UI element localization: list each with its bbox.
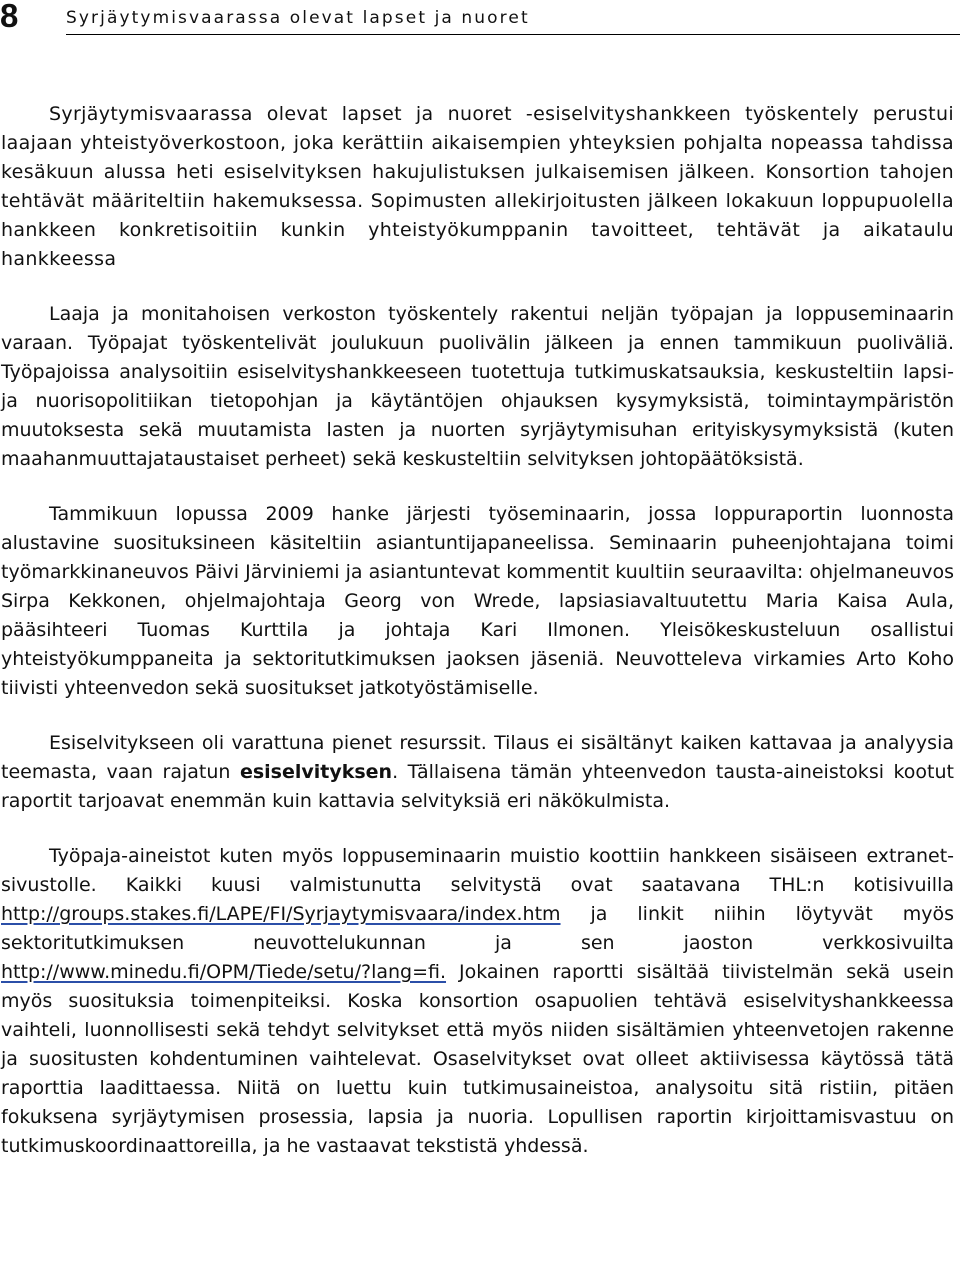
paragraph-4-bold-term: esiselvityksen [239,761,393,783]
minedu-link[interactable]: http://www.minedu.fi/OPM/Tiede/setu/?lang=fi. [1,961,447,983]
thl-link[interactable]: http://groups.stakes.fi/LAPE/FI/Syrjaytymisvaara/index.htm [1,903,561,925]
paragraph-4-text-b: . Tällaisena tämän yhteenvedon tausta-aineistoksi kootut raportit tarjoavat enemmän kuin kattavia selvityksiä eri näkökulmista. [1,761,954,812]
paragraph-2 [1,300,954,474]
paragraph-5-text-c: Jokainen raportti sisältää tiivistelmän sekä usein myös suosituksia toimenpiteiksi. Koska konsortion osapuolien tehtävä esiselvityshankkeessa vaihteli, luonnollisesti sekä tehdyt selvitykset että myös niiden sisältämien yhteenvetojen rakenne ja suositusten kohdentuminen vaihtelevat. Osaselvitykset ovat olleet aktiivisessa käytössä tätä raporttia laadittaessa. Niitä on luettu kuin tutkimusaineistoa, analysoitu sitä ristiin, pitäen fokuksena syrjäytymisen prosessia, lapsia ja nuoria. Lopullisen raportin kirjoittamisvastuu on tutkimuskoordinaattoreilla, ja he vastaavat tekstistä yhdessä. [1,961,955,1157]
paragraph-2-text: Laaja ja monitahoisen verkoston työskentely rakentui neljän työpajan ja loppuseminaarin varaan. Työpajat työskentelivät joulukuun puolivälin jälkeen ja ennen tammikuun puoliväliä. Työpajoissa analysoitiin esiselvityshankkeeseen tuotettuja tutkimuskatsauksia, keskusteltiin lapsi- ja nuorisopolitiikan tietopohjan ja käytäntöjen ohjauksen kysymyksistä, toimintaympäristön muutoksesta sekä muutamista lasten ja nuorten syrjäytymisuhan erityiskysymyksistä (kuten maahanmuuttajataustaiset perheet) sekä keskusteltiin selvityksen johtopäätöksistä. [1,303,954,470]
running-title: Syrjäytymisvaarassa olevat lapset ja nuoret [66,8,530,28]
paragraph-1 [1,100,954,274]
paragraph-3-text: Tammikuun lopussa 2009 hanke järjesti työseminaarin, jossa loppuraportin luonnosta alustavine suosituksineen käsiteltiin asiantuntijapaneelissa. Seminaarin puheenjohtajana toimi työmarkkinaneuvos Päivi Järviniemi ja asiantuntevat kommentit kuultiin seuraavilta: ohjelmaneuvos Sirpa Kekkonen, ohjelmajohtaja Georg von Wrede, lapsiasiavaltuutettu Maria Kaisa Aula, pääsihteeri Tuomas Kurttila ja johtaja Kari Ilmonen. Yleisökeskusteluun osallistui yhteistyökumppaneita ja sektoritutkimuksen jaoksen jäseniä. Neuvotteleva virkamies Arto Koho tiivisti yhteenvedon sekä suositukset jatkotyöstämiselle. [1,503,954,699]
paragraph-1-text-b: Sopimusten allekirjoitusten jälkeen lokakuun loppupuolella hankkeen konkretisoitiin kunkin yhteistyökumppanin tavoitteet, tehtävät ja aikataulu hankkeessa [1,190,954,270]
document-body [1,100,954,1187]
paragraph-3 [1,500,954,703]
paragraph-5 [1,842,954,1161]
header-rule [66,34,960,35]
paragraph-1-text-a: Syrjäytymisvaarassa olevat lapset ja nuoret -esiselvityshankkeen työskentely perustui laajaan yhteistyöverkostoon, joka kerättiin aikaisempien yhteyksien pohjalta nopeassa tahdissa kesäkuun alussa heti esiselvityksen hakujulistuksen julkaisemisen jälkeen. Konsortion tahojen tehtävät määriteltiin hakemuksessa. [1,103,954,212]
paragraph-4-text-a: Esiselvitykseen oli varattuna pienet resurssit. Tilaus ei sisältänyt kaiken kattavaa ja analyysia teemasta, vaan rajatun [1,732,954,783]
page-number: 8 [0,0,19,34]
paragraph-5-text-a: Työpaja-aineistot kuten myös loppuseminaarin muistio koottiin hankkeen sisäiseen extranet-sivustolle. Kaikki kuusi valmistunutta selvitystä ovat saatavana THL:n kotisivuilla [1,845,954,896]
paragraph-4 [1,729,954,816]
page-header [0,0,960,36]
paragraph-5-text-b: ja linkit niihin löytyvät myös sektoritutkimuksen neuvottelukunnan ja sen jaoston verkkosivuilta [1,903,955,954]
